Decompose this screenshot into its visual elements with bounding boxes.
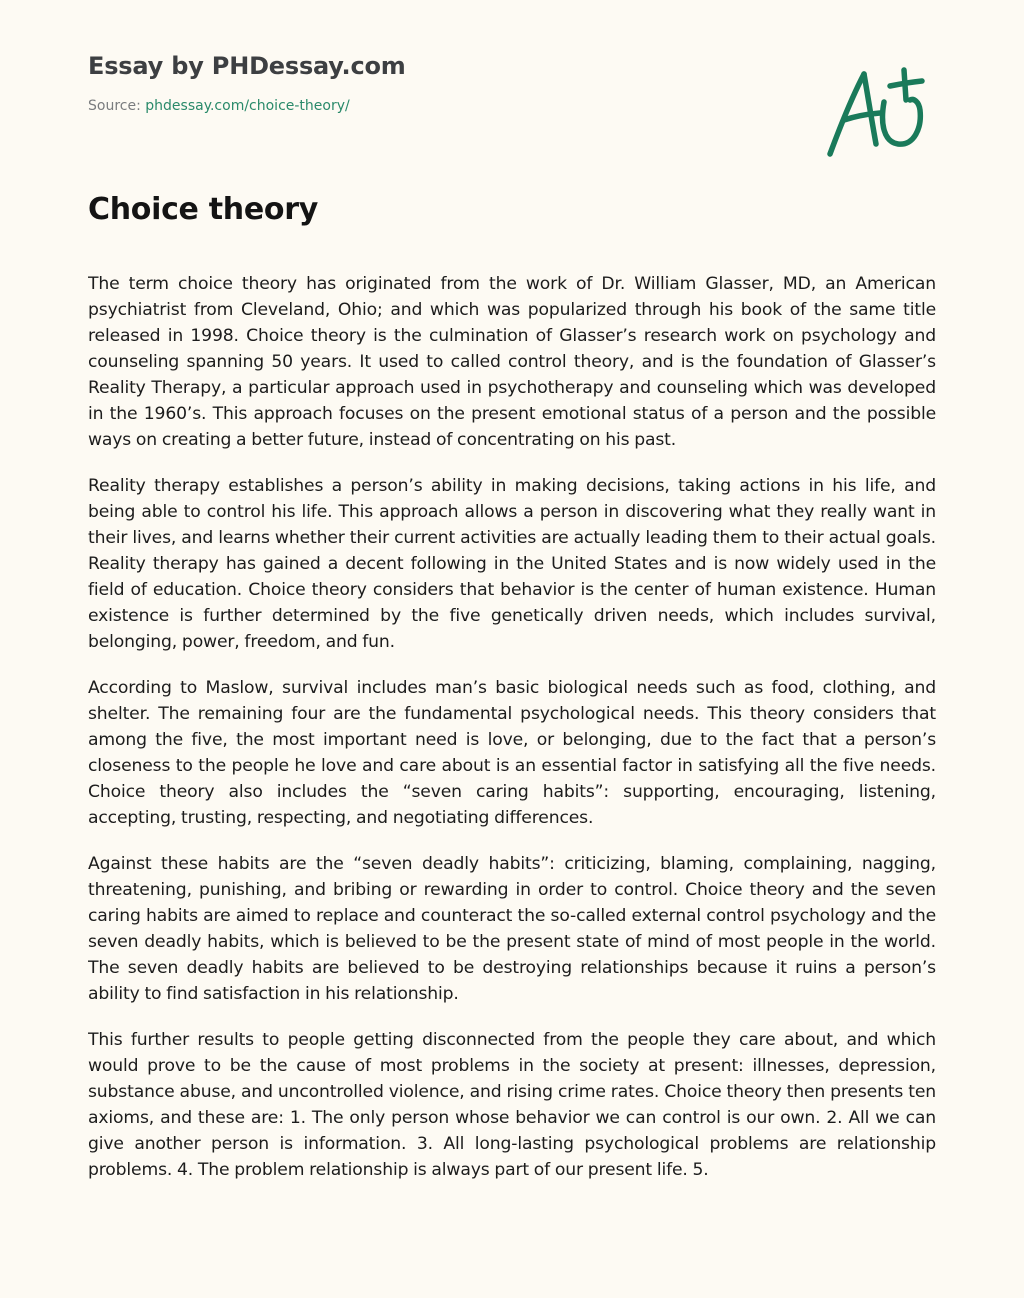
article-paragraph: The term choice theory has originated from the work of Dr. William Glasser, MD, an American psychiatrist from Cleveland, Ohio; and which was popularized through his book of the same title released in 1998. Choice theory is the culmination of Glasser’s research work on psychology and counseling spanning 50 years. It used to called control theory, and is the foundation of Glasser’s Reality Therapy, a particular approach used in psychotherapy and counseling which was developed in the 1960’s. This approach focuses on the present emotional status of a person and the possible ways on creating a better future, instead of concentrating on his past. <box>88 274 936 450</box>
article-paragraph: According to Maslow, survival includes man’s basic biological needs such as food, clothing, and shelter. The remaining four are the fundamental psychological needs. This theory considers that among the five, the most important need is love, or belonging, due to the fact that a person’s closeness to the people he love and care about is an essential factor in satisfying all the five needs. Choice theory also includes the “seven caring habits”: supporting, encouraging, listening, accepting, trusting, respecting, and negotiating differences. <box>88 678 936 828</box>
article-content <box>88 271 936 1183</box>
page-title: Choice theory <box>88 192 318 227</box>
site-header <box>88 48 788 116</box>
article-body <box>88 271 936 1250</box>
article-paragraph: Against these habits are the “seven deadly habits”: criticizing, blaming, complaining, nagging, threatening, punishing, and bribing or rewarding in order to control. Choice theory and the seven caring habits are aimed to replace and counteract the so-called external control psychology and the seven deadly habits, which is believed to be the present state of mind of most people in the world. The seven deadly habits are believed to be destroying relationships because it ruins a person’s ability to find satisfaction in his relationship. <box>88 854 936 1004</box>
article-paragraph: Reality therapy establishes a person’s ability in making decisions, taking actions in his life, and being able to control his life. This approach allows a person in discovering what they really want in their lives, and learns whether their current activities are actually leading them to their actual goals. Reality therapy has gained a decent following in the United States and is now widely used in the field of education. Choice theory considers that behavior is the center of human existence. Human existence is further determined by the five genetically driven needs, which includes survival, belonging, power, freedom, and fun. <box>88 476 936 652</box>
source-line <box>88 96 788 116</box>
source-label: Source: <box>88 98 146 114</box>
source-link[interactable]: phdessay.com/choice-theory/ <box>145 98 350 114</box>
a-plus-grade-icon <box>822 62 932 162</box>
site-title: Essay by PHDessay.com <box>88 52 406 80</box>
article-paragraph: This further results to people getting disconnected from the people they care about, and which would prove to be the cause of most problems in the society at present: illnesses, depression, substance abuse, and uncontrolled violence, and rising crime rates. Choice theory then presents ten axioms, and these are: 1. The only person whose behavior we can control is our own. 2. All we can give another person is information. 3. All long-lasting psychological problems are relationship problems. 4. The problem relationship is always part of our present life. 5. <box>88 1030 936 1180</box>
